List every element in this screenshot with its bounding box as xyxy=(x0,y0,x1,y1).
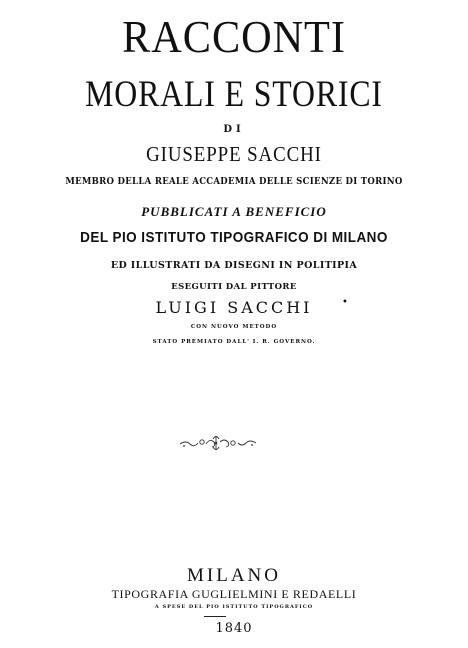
painter-name: LUIGI SACCHI xyxy=(155,298,313,317)
floral-ornament-icon xyxy=(178,432,260,454)
imprint-expense: A SPESE DEL PIO ISTITUTO TIPOGRAFICO xyxy=(154,604,314,610)
byline-di: DI xyxy=(223,124,245,135)
award-note: STATO PREMIATO DALL' I. R. GOVERNO. xyxy=(152,339,316,345)
author-membership: MEMBRO DELLA REALE ACCADEMIA DELLE SCIENZE DI TORINO xyxy=(65,177,403,187)
publication-institute: DEL PIO ISTITUTO TIPOGRAFICO DI MILANO xyxy=(80,229,388,246)
imprint-city: MILANO xyxy=(187,565,281,586)
method-note: CON NUOVO METODO xyxy=(190,324,278,330)
title-line-2: MORALI E STORICI xyxy=(85,74,383,115)
illustration-note: ED ILLUSTRATI DA DISEGNI IN POLITIPIA xyxy=(110,260,358,271)
publication-benefit: PUBBLICATI A BENEFICIO xyxy=(141,204,327,219)
stray-mark: • xyxy=(342,297,348,308)
author-name: GIUSEPPE SACCHI xyxy=(146,142,322,166)
imprint-year: 1840 xyxy=(215,621,253,636)
title-line-1: RACCONTI xyxy=(122,11,346,62)
imprint-printer: TIPOGRAFIA GUGLIELMINI E REDAELLI xyxy=(111,587,357,601)
divider-rule xyxy=(204,616,226,617)
executed-by: ESEGUITI DAL PITTORE xyxy=(171,282,297,292)
